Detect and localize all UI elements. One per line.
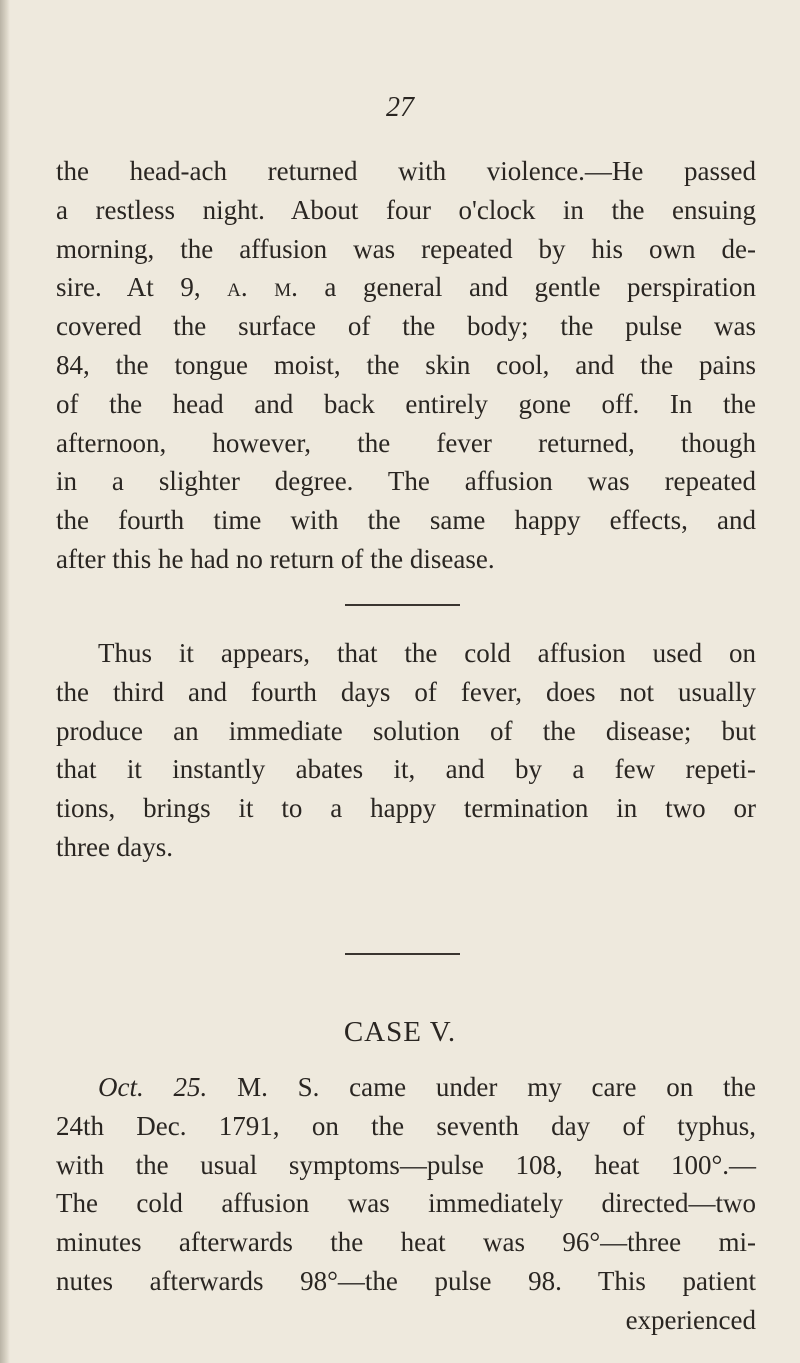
paragraph-2-line-1: Thus it appears, that the cold affusion used on — [98, 638, 756, 668]
case-line-6: nutes afterwards 98°—the pulse 98. This patient — [56, 1265, 756, 1296]
paragraph-2-line-2: the third and fourth days of fever, does not usually — [56, 676, 756, 707]
paragraph-1 — [56, 152, 756, 579]
paragraph-1-line-10: the fourth time with the same happy effects, and — [56, 505, 756, 536]
paragraph-1-line-2: a restless night. About four o'clock in the ensuing — [56, 194, 756, 225]
time-abbreviation: a. m. — [227, 272, 298, 303]
case-line-5: minutes afterwards the heat was 96°—three mi- — [56, 1227, 756, 1258]
case-heading: CASE V. — [343, 1016, 457, 1048]
paragraph-1-line-5: covered the surface of the body; the pulse was — [56, 311, 756, 342]
section-divider — [345, 953, 460, 955]
case-paragraph — [56, 1068, 756, 1340]
paragraph-2-line-6: three days. — [56, 831, 173, 862]
paragraph-1-line-1: the head-ach returned with violence.—He passed — [56, 156, 756, 186]
paragraph-1-line-6: 84, the tongue moist, the skin cool, and the pains — [56, 349, 756, 380]
case-line-2: 24th Dec. 1791, on the seventh day of typhus, — [56, 1110, 756, 1141]
paragraph-1-line-11: after this he had no return of the disease. — [56, 543, 495, 574]
case-line-4: The cold affusion was immediately directed—two — [56, 1188, 756, 1219]
paragraph-1-line-4: sire. At 9, a. m. a general and gentle perspiration — [56, 272, 756, 303]
paragraph-2-line-3: produce an immediate solution of the disease; but — [56, 715, 756, 746]
paragraph-1-line-9: in a slighter degree. The affusion was repeated — [56, 466, 756, 497]
case-line-1 — [56, 1068, 756, 1107]
paragraph-2-line-5: tions, brings it to a happy termination in two or — [56, 793, 756, 824]
case-date: Oct. 25. — [98, 1072, 208, 1102]
paragraph-1-line-3: morning, the affusion was repeated by his own de- — [56, 233, 756, 264]
catchword: experienced — [625, 1304, 756, 1335]
paragraph-1-line-7: of the head and back entirely gone off. In the — [56, 388, 756, 419]
case-line-1-text: M. S. came under my care on the — [237, 1072, 757, 1102]
section-divider — [345, 604, 460, 606]
paragraph-2 — [56, 634, 756, 867]
paragraph-2-line-4: that it instantly abates it, and by a few repeti- — [56, 754, 756, 785]
case-line-3: with the usual symptoms—pulse 108, heat 100°.— — [56, 1149, 756, 1180]
page-number: 27 — [386, 92, 414, 123]
paragraph-1-line-8: afternoon, however, the fever returned, though — [56, 427, 756, 458]
